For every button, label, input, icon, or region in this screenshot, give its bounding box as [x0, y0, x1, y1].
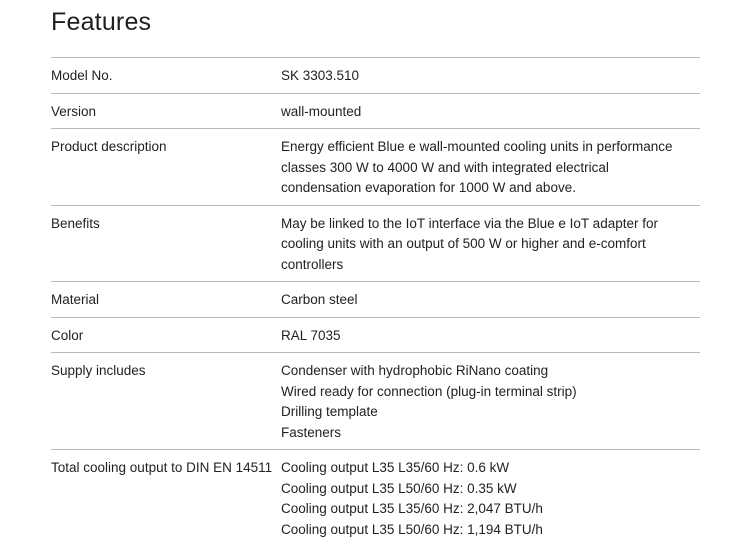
value-line: Cooling output L35 L50/60 Hz: 0.35 kW — [281, 480, 517, 496]
row-value-version — [281, 102, 700, 123]
table-row — [51, 353, 700, 450]
value-line: Condenser with hydrophobic RiNano coating — [281, 363, 549, 378]
row-value-model-no — [281, 66, 700, 87]
row-value-material — [281, 290, 700, 311]
value-line: Wired ready for connection (plug-in terminal strip) — [281, 383, 577, 399]
table-row — [51, 206, 700, 283]
value-line: Carbon steel — [281, 292, 358, 307]
section-title: Features — [51, 8, 152, 36]
value-line: Energy efficient Blue e wall-mounted cooling units in performance classes 300 W to 4000 W and with integrated electrical condensation evaporation for 1000 W and above. — [281, 139, 673, 195]
value-line: RAL 7035 — [281, 327, 341, 343]
row-label-version: Version — [51, 103, 97, 119]
row-label-supply-includes: Supply includes — [51, 363, 146, 378]
value-line: Fasteners — [281, 424, 342, 440]
value-line: SK 3303.510 — [281, 68, 360, 83]
row-label-product-description: Product description — [51, 139, 167, 154]
table-row — [51, 450, 700, 546]
row-label-color: Color — [51, 327, 84, 343]
row-label-model-no: Model No. — [51, 68, 113, 83]
row-value-total-cooling-output — [281, 458, 700, 540]
table-row — [51, 58, 700, 94]
value-line: Cooling output L35 L35/60 Hz: 0.6 kW — [281, 460, 510, 475]
table-row — [51, 282, 700, 318]
row-value-product-description — [281, 137, 700, 199]
features-table — [51, 57, 700, 546]
row-label-benefits: Benefits — [51, 215, 100, 231]
value-line: May be linked to the IoT interface via the Blue e IoT adapter for cooling units with an output of 500 W or higher and e-comfort controllers — [281, 215, 658, 272]
value-line: Cooling output L35 L50/60 Hz: 1,194 BTU/h — [281, 521, 543, 537]
value-line: Drilling template — [281, 404, 378, 419]
table-row — [51, 94, 700, 130]
table-row — [51, 129, 700, 206]
row-label-total-cooling-output: Total cooling output to DIN EN 14511 — [51, 460, 273, 475]
table-row — [51, 318, 700, 354]
value-line: Cooling output L35 L35/60 Hz: 2,047 BTU/h — [281, 501, 543, 516]
row-value-color — [281, 326, 700, 347]
row-label-material: Material — [51, 292, 100, 307]
row-value-benefits — [281, 214, 700, 276]
value-line: wall-mounted — [281, 103, 362, 119]
row-value-supply-includes — [281, 361, 700, 443]
